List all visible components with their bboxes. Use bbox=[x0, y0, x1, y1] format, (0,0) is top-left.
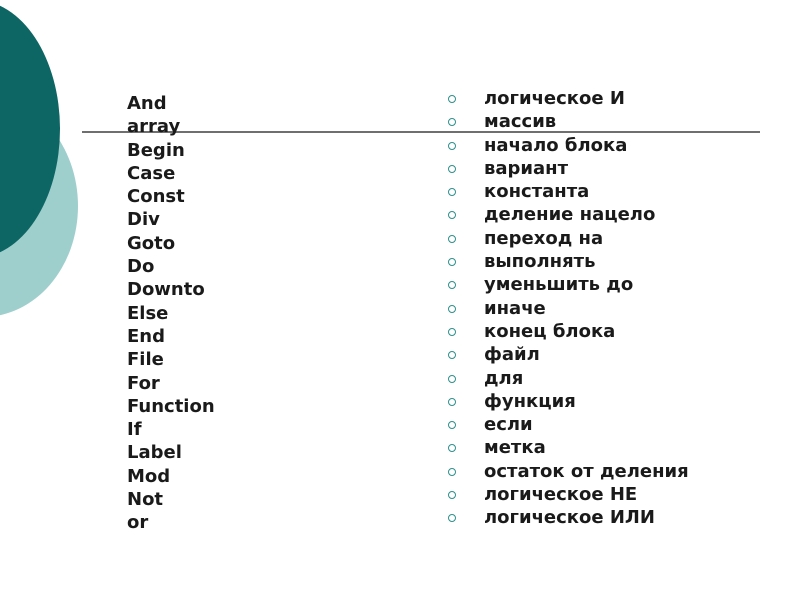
translation-item bbox=[446, 250, 689, 273]
keyword-item: Label bbox=[127, 442, 182, 464]
hollow-circle-bullet-icon bbox=[448, 491, 456, 499]
translation-item bbox=[446, 413, 689, 436]
translation-text: логическое НЕ bbox=[484, 484, 638, 506]
hollow-circle-bullet-icon bbox=[448, 468, 456, 476]
keyword-item: If bbox=[127, 419, 142, 441]
keyword-item: Not bbox=[127, 489, 164, 511]
translation-item bbox=[446, 203, 689, 226]
hollow-circle-bullet-icon bbox=[448, 305, 456, 313]
keyword-item: File bbox=[127, 349, 164, 371]
translation-text: вариант bbox=[484, 157, 569, 179]
hollow-circle-bullet-icon bbox=[448, 95, 456, 103]
translation-text: функция bbox=[484, 390, 576, 412]
keyword-item: Goto bbox=[127, 232, 176, 254]
translation-item bbox=[446, 87, 689, 110]
keyword-item: And bbox=[127, 93, 167, 114]
hollow-circle-bullet-icon bbox=[448, 444, 456, 452]
keyword-item: Do bbox=[127, 256, 155, 278]
translation-text: выполнять bbox=[484, 251, 596, 273]
keyword-item: or bbox=[127, 512, 149, 534]
translation-item bbox=[446, 460, 689, 483]
hollow-circle-bullet-icon bbox=[448, 211, 456, 219]
hollow-circle-bullet-icon bbox=[448, 351, 456, 359]
translation-item bbox=[446, 436, 689, 459]
translation-text: деление нацело bbox=[484, 204, 656, 226]
hollow-circle-bullet-icon bbox=[448, 142, 456, 150]
hollow-circle-bullet-icon bbox=[448, 258, 456, 266]
keyword-item: Begin bbox=[127, 139, 185, 161]
hollow-circle-bullet-icon bbox=[448, 165, 456, 173]
keyword-item: For bbox=[127, 372, 160, 394]
translation-item bbox=[446, 343, 689, 366]
translation-text: конец блока bbox=[484, 320, 616, 342]
hollow-circle-bullet-icon bbox=[448, 375, 456, 383]
translation-text: метка bbox=[484, 437, 546, 459]
translation-item bbox=[446, 157, 689, 180]
translation-item bbox=[446, 320, 689, 343]
translation-item bbox=[446, 483, 689, 506]
translation-item bbox=[446, 506, 689, 529]
translation-text: для bbox=[484, 367, 524, 389]
translation-item bbox=[446, 110, 689, 133]
translation-item bbox=[446, 134, 689, 157]
translation-text: если bbox=[484, 414, 533, 436]
translation-text: логическое ИЛИ bbox=[484, 507, 655, 529]
keyword-list bbox=[127, 92, 215, 535]
keyword-item: Function bbox=[127, 395, 215, 417]
translation-text: массив bbox=[484, 111, 557, 133]
hollow-circle-bullet-icon bbox=[448, 421, 456, 429]
translation-text: иначе bbox=[484, 297, 546, 319]
hollow-circle-bullet-icon bbox=[448, 514, 456, 522]
keyword-item: Div bbox=[127, 209, 160, 231]
hollow-circle-bullet-icon bbox=[448, 328, 456, 336]
translation-text: остаток от деления bbox=[484, 460, 689, 482]
translation-item bbox=[446, 390, 689, 413]
hollow-circle-bullet-icon bbox=[448, 235, 456, 243]
hollow-circle-bullet-icon bbox=[448, 118, 456, 126]
translation-text: логическое И bbox=[484, 88, 625, 109]
translation-text: файл bbox=[484, 344, 540, 366]
translation-item bbox=[446, 227, 689, 250]
translation-text: переход на bbox=[484, 227, 604, 249]
translation-text: начало блока bbox=[484, 134, 628, 156]
translation-text: константа bbox=[484, 181, 590, 203]
keyword-item: Else bbox=[127, 302, 169, 324]
keyword-item: Const bbox=[127, 186, 185, 208]
translation-text: уменьшить до bbox=[484, 274, 634, 296]
translation-list bbox=[446, 87, 689, 530]
hollow-circle-bullet-icon bbox=[448, 398, 456, 406]
hollow-circle-bullet-icon bbox=[448, 281, 456, 289]
keyword-item: Downto bbox=[127, 279, 205, 301]
keyword-item: array bbox=[127, 116, 181, 138]
keyword-item: End bbox=[127, 325, 165, 347]
keyword-item: Mod bbox=[127, 465, 171, 487]
translation-item bbox=[446, 180, 689, 203]
translation-item bbox=[446, 367, 689, 390]
translation-item bbox=[446, 273, 689, 296]
keyword-item: Case bbox=[127, 162, 176, 184]
hollow-circle-bullet-icon bbox=[448, 188, 456, 196]
translation-item bbox=[446, 297, 689, 320]
